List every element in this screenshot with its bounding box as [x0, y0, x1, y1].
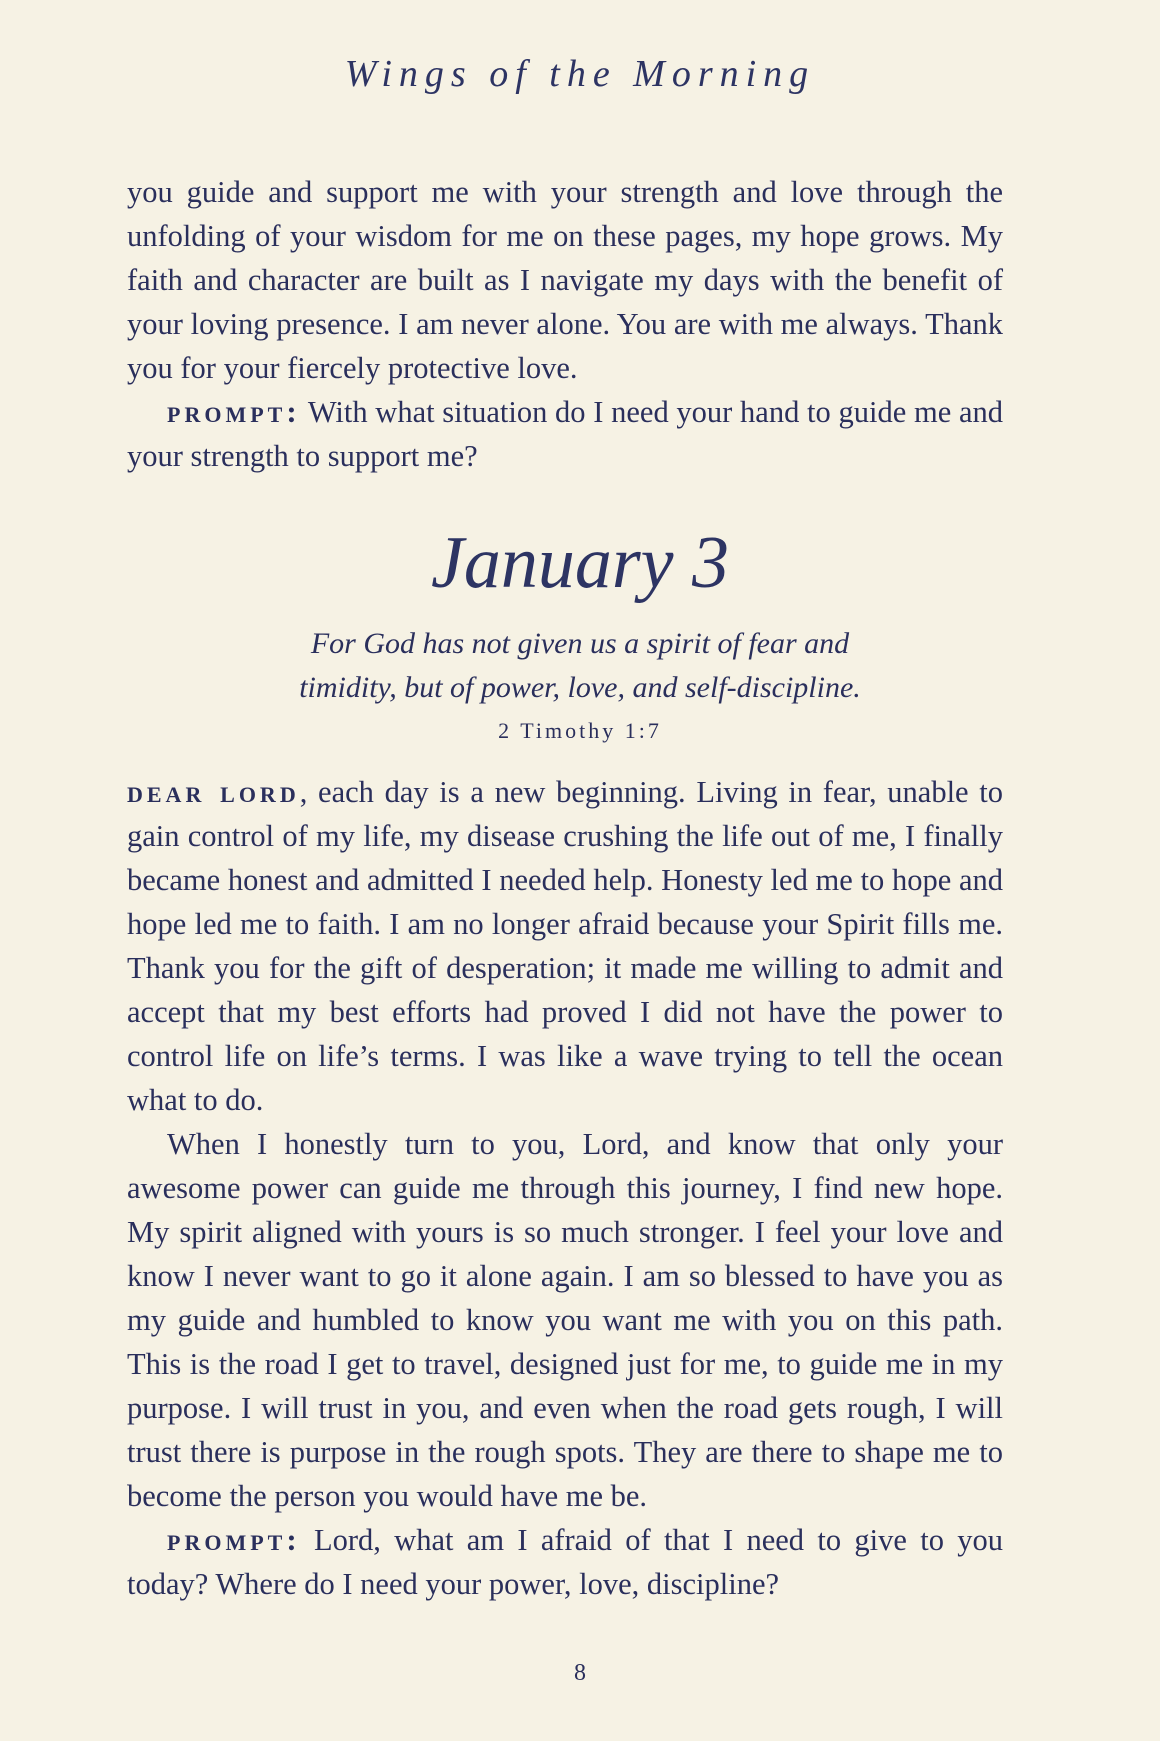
- running-head: Wings of the Morning: [344, 53, 816, 95]
- entry-paragraph: [127, 770, 1003, 1122]
- entry-body: [127, 770, 1003, 1606]
- entry-paragraph: When I honestly turn to you, Lord, and know that only your awesome power can guide me through this journey, I find new hope. My spirit aligned with yours is so much stronger. I feel your love and know I never want to go it alone again. I am so blessed to have you as my guide and humbled to know you want me with you on this path. This is the road I get to travel, designed just for me, to guide me in my purpose. I will trust in you, and even when the road gets rough, I will trust there is purpose in the rough spots. They are there to shape me to become the person you would have me be.: [127, 1127, 1003, 1513]
- previous-entry-continuation: [127, 170, 1003, 478]
- prompt-text: With what situation do I need your hand to guide me and your strength to support me?: [127, 395, 1003, 473]
- prompt-text: Lord, what am I afraid of that I need to give to you today? Where do I need your power, love, discipline?: [127, 1523, 1004, 1601]
- verse-reference: 2 Timothy 1:7: [498, 718, 662, 743]
- opening-label: dear lord: [127, 774, 300, 809]
- paragraph-text: , each day is a new beginning. Living in fear, unable to gain control of my life, my disease crushing the life out of me, I finally became honest and admitted I needed help. Honesty led me to hope and hope led me to faith. I am no longer afraid because your Spirit fills me. Thank you for the gift of desperation; it made me willing to admit and accept that my best efforts had proved I did not have the power to control life on life’s terms. I was like a wave trying to tell the ocean what to do.: [127, 775, 1003, 1117]
- prompt-label: prompt:: [167, 1522, 301, 1557]
- continued-paragraph: you guide and support me with your strength and love through the unfolding of your wisdom for me on these pages, my hope grows. My faith and character are built as I navigate my days with the benefit of your loving presence. I am never alone. You are with me always. Thank you for your fiercely protective love.: [127, 175, 1003, 385]
- prompt-paragraph: [127, 390, 1003, 478]
- page-number: 8: [574, 1660, 586, 1686]
- scripture-verse: [0, 622, 1160, 710]
- prompt-label: prompt:: [167, 394, 301, 429]
- date-heading: January 3: [431, 522, 729, 604]
- prompt-paragraph: [127, 1518, 1003, 1606]
- verse-line: timidity, but of power, love, and self-discipline.: [299, 671, 861, 704]
- verse-line: For God has not given us a spirit of fear and: [310, 627, 850, 660]
